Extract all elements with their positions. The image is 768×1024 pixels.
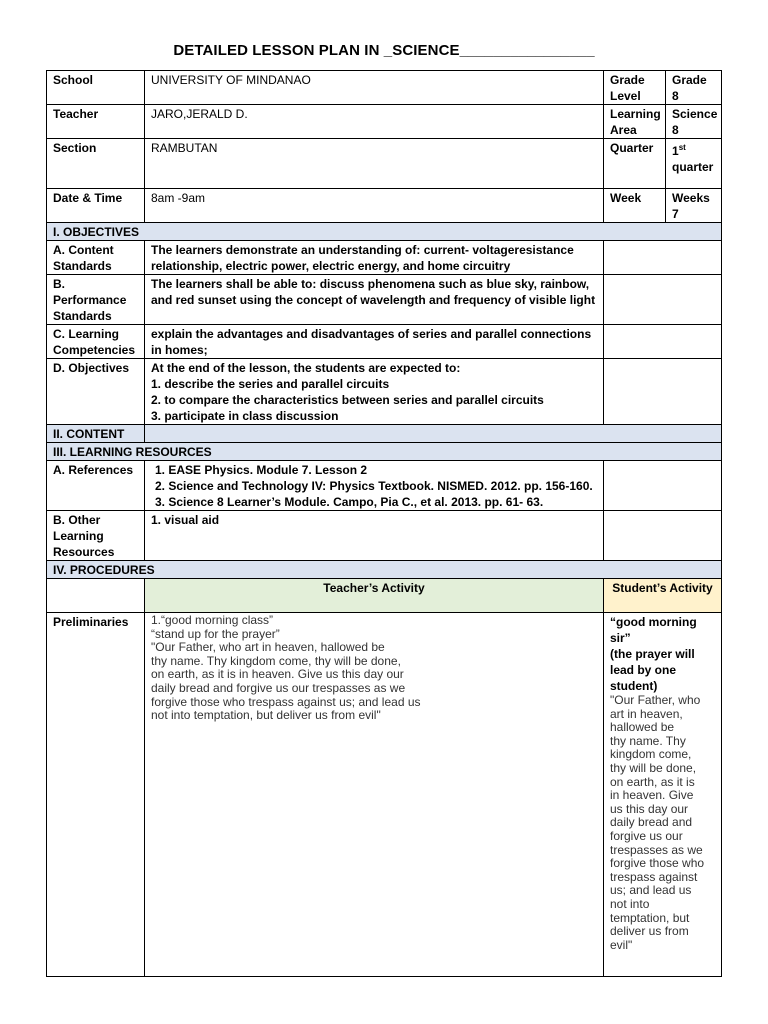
teacher-line: daily bread and forgive us our trespasses as we xyxy=(151,680,406,695)
school-label: School xyxy=(47,71,145,105)
prayer-line: hallowed be xyxy=(610,720,675,735)
school-value: UNIVERSITY OF MINDANAO xyxy=(145,71,604,105)
activity-header-blank xyxy=(47,579,145,613)
lesson-plan-table xyxy=(46,70,722,977)
row-date-time xyxy=(47,189,722,223)
learning-competencies-value: explain the advantages and disadvantages of series and parallel connections in homes; xyxy=(145,325,604,359)
objectives-heading-row xyxy=(47,223,722,241)
teacher-line: thy name. Thy kingdom come, thy will be done, xyxy=(151,653,401,668)
objectives-label: D. Objectives xyxy=(47,359,145,425)
objectives-notes xyxy=(604,359,722,425)
other-resources-label: B. Other Learning Resources xyxy=(47,511,145,561)
teacher-line: "Our Father, who art in heaven, hallowed be xyxy=(151,640,385,655)
grade-level-value: Grade 8 xyxy=(666,71,722,105)
other-resources-value: 1. visual aid xyxy=(145,511,604,561)
references-notes xyxy=(604,461,722,511)
row-references xyxy=(47,461,722,511)
learning-area-value: Science 8 xyxy=(666,105,722,139)
references-list xyxy=(145,461,604,511)
student-activity-text xyxy=(604,613,722,977)
row-content-standards xyxy=(47,241,722,275)
student-line: sir” xyxy=(610,631,631,645)
references-label: A. References xyxy=(47,461,145,511)
row-teacher xyxy=(47,105,722,139)
section-value: RAMBUTAN xyxy=(145,139,604,189)
prayer-line: art in heaven, xyxy=(610,706,683,721)
objective-item: 1. describe the series and parallel circuits xyxy=(151,377,390,391)
teacher-value: JARO,JERALD D. xyxy=(145,105,604,139)
learning-competencies-label: C. Learning Competencies xyxy=(47,325,145,359)
learning-competencies-notes xyxy=(604,325,722,359)
prayer-line: us this day our xyxy=(610,801,689,816)
teacher-label: Teacher xyxy=(47,105,145,139)
procedures-heading-row xyxy=(47,561,722,579)
learning-area-label: Learning Area xyxy=(604,105,666,139)
content-standards-notes xyxy=(604,241,722,275)
student-prayer xyxy=(610,694,715,952)
teacher-line: on earth, as it is in heaven. Give us this day our xyxy=(151,667,404,682)
prayer-line: "Our Father, who xyxy=(610,693,701,707)
prayer-line: kingdom come, xyxy=(610,747,692,762)
resources-heading: III. LEARNING RESOURCES xyxy=(47,443,722,461)
prayer-line: temptation, but xyxy=(610,910,690,925)
student-line: lead by one xyxy=(610,663,677,677)
row-objectives xyxy=(47,359,722,425)
content-heading-blank xyxy=(145,425,722,443)
performance-standards-value: The learners shall be able to: discuss phenomena such as blue sky, rainbow, and red sunset using the concept of wavelength and frequency of visible light xyxy=(145,275,604,325)
performance-standards-notes xyxy=(604,275,722,325)
teacher-line: 1.“good morning class” xyxy=(151,613,274,627)
teacher-line: forgive those who trespass against us; and lead us xyxy=(151,694,421,709)
content-standards-label: A. Content Standards xyxy=(47,241,145,275)
prayer-line: daily bread and xyxy=(610,815,693,830)
content-heading: II. CONTENT xyxy=(47,425,145,443)
resources-heading-row xyxy=(47,443,722,461)
prayer-line: forgive us our xyxy=(610,828,683,843)
reference-item: 2. Science and Technology IV: Physics Textbook. NISMED. 2012. pp. 156-160. xyxy=(155,479,593,493)
prayer-line: thy will be done, xyxy=(610,760,697,775)
reference-item: 1. EASE Physics. Module 7. Lesson 2 xyxy=(155,463,368,477)
section-label: Section xyxy=(47,139,145,189)
reference-item: 3. Science 8 Learner’s Module. Campo, Pia C., et al. 2013. pp. 61- 63. xyxy=(155,495,544,509)
grade-level-label: Grade Level xyxy=(604,71,666,105)
date-time-label: Date & Time xyxy=(47,189,145,223)
date-time-value: 8am -9am xyxy=(145,189,604,223)
row-learning-competencies xyxy=(47,325,722,359)
quarter-number: 1 xyxy=(672,144,679,158)
prayer-line: forgive those who xyxy=(610,856,705,871)
other-resources-notes xyxy=(604,511,722,561)
procedures-heading: IV. PROCEDURES xyxy=(47,561,722,579)
student-line: (the prayer will xyxy=(610,647,695,661)
objective-item: 3. participate in class discussion xyxy=(151,409,339,423)
row-section xyxy=(47,139,722,189)
quarter-label: Quarter xyxy=(604,139,666,189)
prayer-line: trespass against xyxy=(610,869,698,884)
prayer-line: deliver us from xyxy=(610,924,689,939)
quarter-suffix: st xyxy=(678,143,686,152)
week-label: Week xyxy=(604,189,666,223)
student-line: “good morning xyxy=(610,615,697,629)
row-school xyxy=(47,71,722,105)
student-line: student) xyxy=(610,679,658,693)
row-other-resources xyxy=(47,511,722,561)
teacher-line: not into temptation, but deliver us from evil" xyxy=(151,708,381,723)
row-preliminaries xyxy=(47,613,722,977)
prayer-line: in heaven. Give xyxy=(610,788,694,803)
prayer-line: trespasses as we xyxy=(610,842,703,857)
prayer-line: not into xyxy=(610,896,650,911)
prayer-line: thy name. Thy xyxy=(610,733,686,748)
prayer-line: us; and lead us xyxy=(610,883,692,898)
document-title: DETAILED LESSON PLAN IN _SCIENCE________________ xyxy=(173,42,595,59)
row-activity-headers xyxy=(47,579,722,613)
teacher-activity-header: Teacher’s Activity xyxy=(145,579,604,613)
objectives-heading: I. OBJECTIVES xyxy=(47,223,722,241)
student-response xyxy=(610,614,715,694)
row-performance-standards xyxy=(47,275,722,325)
content-standards-value: The learners demonstrate an understanding of: current- voltageresistance relationship, electric power, electric energy, and home circuitry xyxy=(145,241,604,275)
teacher-activity-text xyxy=(145,613,604,977)
quarter-value xyxy=(666,139,722,189)
teacher-line: “stand up for the prayer” xyxy=(151,626,280,641)
quarter-text: quarter xyxy=(672,160,714,174)
preliminaries-label: Preliminaries xyxy=(47,613,145,977)
objective-item: 2. to compare the characteristics between series and parallel circuits xyxy=(151,393,544,407)
prayer-line: evil" xyxy=(610,937,633,952)
performance-standards-label: B. Performance Standards xyxy=(47,275,145,325)
objectives-list xyxy=(145,359,604,425)
prayer-line: on earth, as it is xyxy=(610,774,695,789)
week-value: Weeks 7 xyxy=(666,189,722,223)
student-activity-header: Student’s Activity xyxy=(604,579,722,613)
objectives-intro: At the end of the lesson, the students are expected to: xyxy=(151,361,461,375)
content-heading-row xyxy=(47,425,722,443)
